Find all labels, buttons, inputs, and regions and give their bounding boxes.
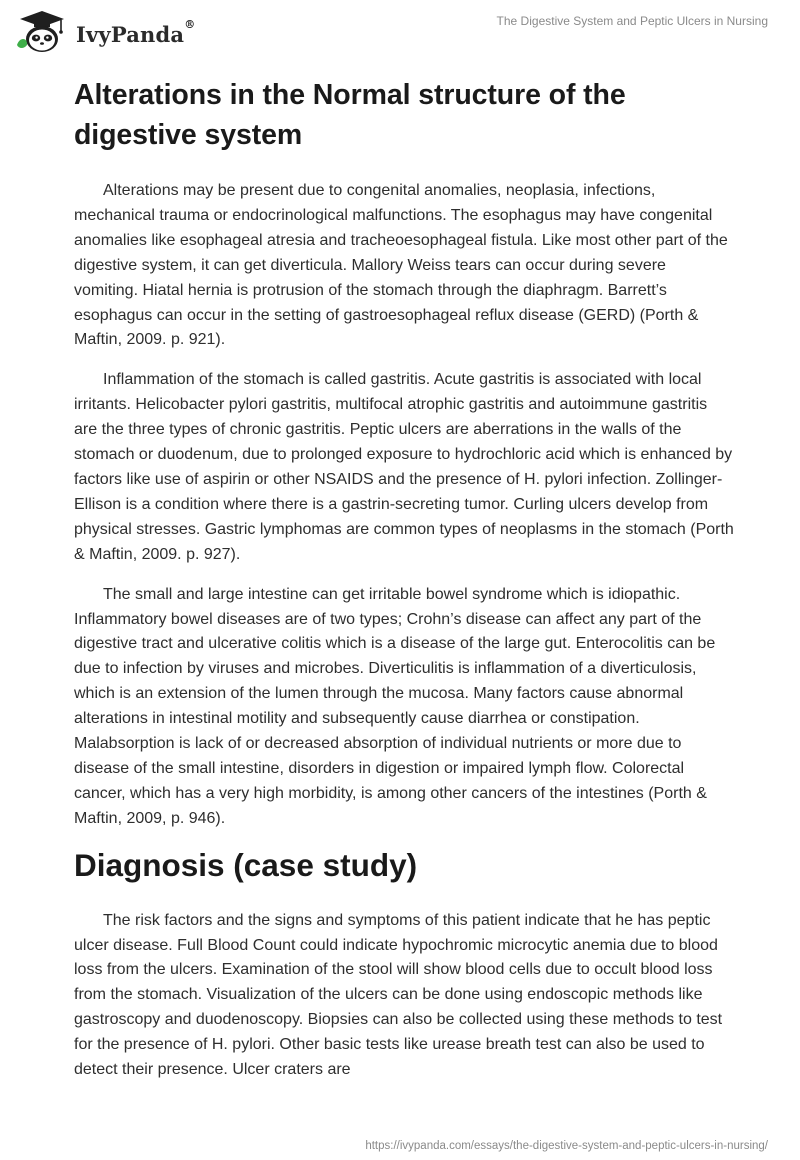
section-heading-alterations: Alterations in the Normal structure of the digestive system xyxy=(74,79,626,151)
panda-graduate-logo-icon xyxy=(14,9,70,55)
document-title: The Digestive System and Peptic Ulcers in Nursing xyxy=(496,14,768,28)
paragraph: Alterations may be present due to congenital anomalies, neoplasia, infections, mechanical trauma or endocrinological malfunctions. The esophagus may have congenital anomalies like esophageal atresia and tracheoesophageal fistula. Like most other part of the digestive system, it can get diverticula. Mallory Weiss tears can occur during severe vomiting. Hiatal hernia is protrusion of the stomach through the diaphragm. Barrett’s esophagus can occur in the setting of gastroesophageal reflux disease (GERD) (Porth & Maftin, 2009. p. 921). xyxy=(74,182,728,349)
source-url[interactable]: https://ivypanda.com/essays/the-digestive-system-and-peptic-ulcers-in-nursing/ xyxy=(365,1140,768,1152)
page-header xyxy=(0,0,800,60)
article-content xyxy=(74,70,734,1083)
section-heading-diagnosis: Diagnosis (case study) xyxy=(74,846,418,883)
paragraph: The risk factors and the signs and symptoms of this patient indicate that he has peptic ulcer disease. Full Blood Count could indicate hypochromic microcytic anemia due to blood loss from the ulcers. Examination of the stool will show blood cells due to occult blood loss from the stomach. Visualization of the ulcers can be done using endoscopic methods like gastroscopy and duodenoscopy. Biopsies can also be collected using these methods to test for the presence of H. pylori. Other basic tests like urease breath test can also be used to detect their presence. Ulcer craters are xyxy=(74,911,723,1079)
brand-logo[interactable] xyxy=(14,9,195,55)
paragraph: The small and large intestine can get irritable bowel syndrome which is idiopathic. Inflammatory bowel diseases are of two types; Crohn’s disease can affect any part of the digestive tract and ulcerative colitis which is a disease of the large gut. Enterocolitis can be due to infection by viruses and microbes. Diverticulitis is inflammation of a diverticulosis, which is an extension of the lumen through the mucosa. Many factors cause abnormal alterations in intestinal motility and subsequently cause diarrhea or constipation. Malabsorption is lack of or decreased absorption of individual nutrients or more due to disease of the small intestine, disorders in digestion or impaired lymph flow. Colorectal cancer, which has a very high morbidity, is among other cancers of the intestines (Porth & Maftin, 2009, p. 946). xyxy=(74,585,716,827)
brand-name: IvyPanda® xyxy=(76,17,196,47)
paragraph: Inflammation of the stomach is called gastritis. Acute gastritis is associated with local irritants. Helicobacter pylori gastritis, multifocal atrophic gastritis and autoimmune gastritis are the three types of chronic gastritis. Peptic ulcers are aberrations in the walls of the stomach or duodenum, due to prolonged exposure to hydrochloric acid which is enhanced by factors like use of aspirin or other NSAIDS and the presence of H. pylori infection. Zollinger-Ellison is a condition where there is a gastrin-secreting tumor. Curling ulcers develop from physical stresses. Gastric lymphomas are common types of neoplasms in the stomach (Porth & Maftin, 2009. p. 927). xyxy=(74,371,734,563)
